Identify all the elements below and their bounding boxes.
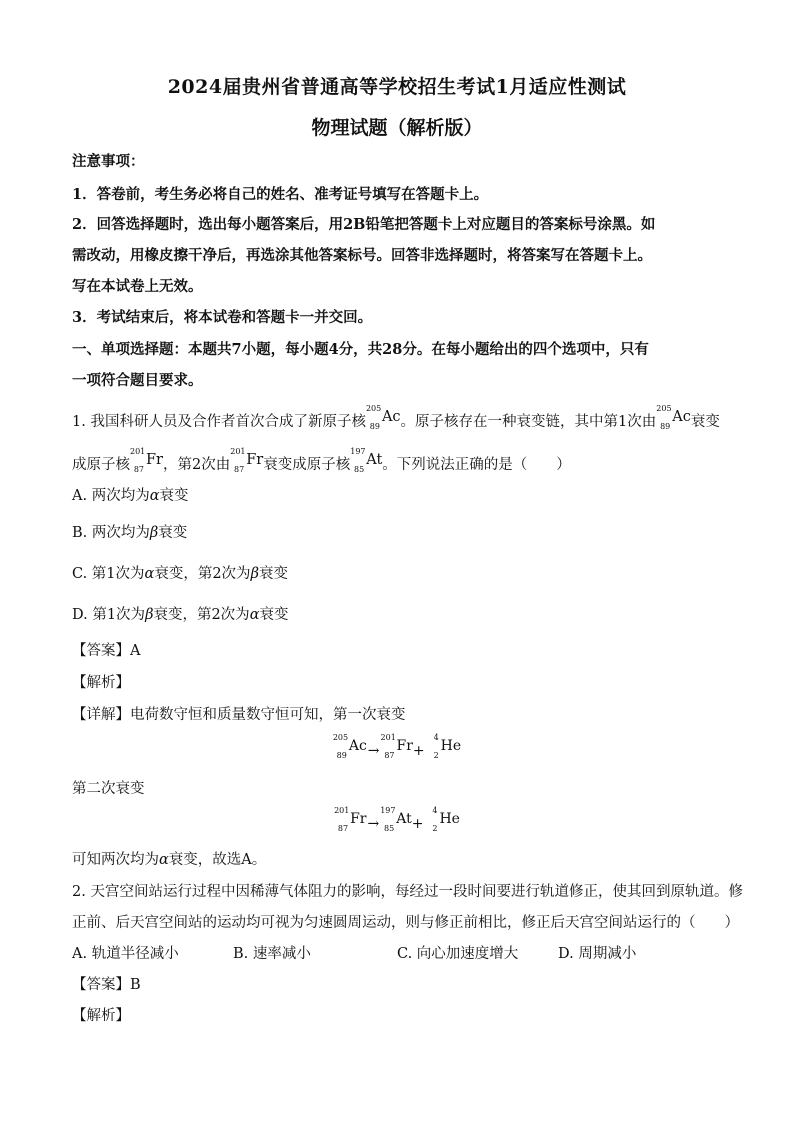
- nuclide-symbol: Ac: [348, 738, 367, 754]
- beta-symbol: β: [149, 525, 159, 541]
- option-text: A. 两次均为: [72, 488, 150, 504]
- beta-symbol: β: [145, 607, 154, 623]
- page-subtitle: 物理试题（解析版）: [311, 117, 483, 139]
- nuclide-he: [423, 806, 460, 833]
- q1-text: 成原子核: [72, 457, 130, 473]
- nuclide-charge: 87: [133, 465, 144, 474]
- nuclide-mass: 201: [230, 447, 246, 456]
- q2-stem-line-2: 正前、后天宫空间站的运动均可视为匀速圆周运动，则与修正前相比，修正后天宫空间站运行的（ ）: [72, 915, 739, 931]
- q2-option-c: C. 向心加速度增大: [397, 946, 519, 962]
- beta-symbol: β: [250, 566, 259, 582]
- nuclide-fr: [380, 733, 413, 760]
- notes-item-1: 1．答卷前，考生务必将自己的姓名、准考证号填写在答题卡上。: [72, 186, 489, 203]
- q2-analysis-label: 【解析】: [72, 1008, 130, 1024]
- nuclide-symbol: He: [439, 811, 460, 827]
- q1-stem-line-2: [72, 447, 571, 474]
- nuclide-symbol: Fr: [350, 811, 367, 827]
- nuclide-symbol: Fr: [246, 452, 264, 468]
- page-title: 2024届贵州省普通高等学校招生考试1月适应性测试: [167, 76, 627, 98]
- nuclide-mass: 205: [332, 733, 349, 742]
- nuclide-fr: [130, 447, 163, 474]
- nuclide-charge: 2: [433, 751, 439, 760]
- nuclide-symbol: Fr: [146, 452, 163, 468]
- nuclide-mass: 4: [432, 806, 438, 815]
- nuclide-mass: 205: [656, 404, 672, 413]
- nuclide-mass: 201: [130, 447, 146, 456]
- q1-text: 。原子核存在一种衰变链，其中第1次由: [400, 414, 657, 430]
- alpha-symbol: α: [159, 852, 169, 868]
- q1-text: 。下列说法正确的是（ ）: [382, 457, 571, 473]
- nuclide-charge: 85: [354, 465, 365, 474]
- q2-option-d: D. 周期减小: [558, 946, 637, 962]
- option-text: D. 第1次为: [72, 607, 146, 623]
- q2-stem-line-1: 2. 天宫空间站运行过程中因稀薄气体阻力的影响，每经过一段时间要进行轨道修正，使其回到原轨道。修: [72, 884, 743, 900]
- nuclide-charge: 89: [336, 751, 347, 760]
- option-text: 衰变: [158, 525, 188, 541]
- q1-option-a: [72, 484, 189, 505]
- nuclide-mass: 4: [433, 733, 439, 742]
- nuclide-mass: 197: [350, 447, 366, 456]
- nuclide-ac: [332, 733, 367, 760]
- q1-detail: 【详解】电荷数守恒和质量数守恒可知，第一次衰变: [72, 707, 406, 723]
- section-heading: 一、单项选择题：本题共7小题，每小题4分，共28分。在每小题给出的四个选项中，只有: [72, 341, 649, 358]
- q1-analysis-label: 【解析】: [72, 675, 130, 691]
- plus-sign: +: [412, 743, 425, 759]
- q2-answer: 【答案】B: [72, 977, 141, 993]
- q1-stem-line-1: [72, 404, 720, 431]
- nuclide-mass: 201: [380, 733, 396, 742]
- nuclide-charge: 89: [369, 422, 380, 431]
- option-text: 衰变，第2次为: [154, 566, 251, 582]
- nuclide-symbol: At: [366, 452, 383, 468]
- q1-text: 1. 我国科研人员及合作者首次合成了新原子核: [72, 414, 366, 430]
- notes-item-3: 3．考试结束后，将本试卷和答题卡一并交回。: [72, 309, 373, 326]
- nuclide-mass: 201: [334, 806, 350, 815]
- q1-text: 衰变: [690, 414, 720, 430]
- nuclide-symbol: Ac: [381, 409, 401, 425]
- nuclide-charge: 87: [234, 465, 245, 474]
- arrow-icon: →: [367, 743, 380, 759]
- q2-option-b: B. 速率减小: [233, 946, 311, 962]
- arrow-icon: →: [367, 816, 380, 832]
- nuclide-charge: 2: [432, 824, 438, 833]
- option-text: 衰变: [258, 566, 288, 582]
- nuclide-fr: [334, 806, 367, 833]
- option-text: 衰变，第2次为: [153, 607, 250, 623]
- nuclide-charge: 85: [384, 824, 395, 833]
- notes-item-2-end: 写在本试卷上无效。: [72, 278, 203, 295]
- q1-option-c: [72, 562, 288, 583]
- option-text: C. 第1次为: [72, 566, 145, 582]
- q1-text: ，第2次由: [163, 457, 231, 473]
- nuclide-charge: 87: [337, 824, 349, 833]
- nuclide-fr: [230, 447, 264, 474]
- nuclide-charge: 87: [384, 751, 395, 760]
- notes-item-2-cont: 需改动，用橡皮擦干净后，再选涂其他答案标号。回答非选择题时，将答案写在答题卡上。: [72, 247, 652, 264]
- conclusion-text: 衰变，故选A。: [168, 852, 267, 868]
- nuclide-mass: 197: [380, 806, 396, 815]
- q1-option-b: [72, 521, 187, 542]
- plus-sign: +: [411, 816, 424, 832]
- q1-option-d: [72, 603, 288, 624]
- option-text: 衰变: [259, 607, 289, 623]
- q1-text: 衰变成原子核: [263, 457, 351, 473]
- notes-heading: 注意事项：: [72, 153, 145, 170]
- nuclide-mass: 205: [365, 404, 382, 413]
- section-heading-cont: 一项符合题目要求。: [72, 372, 203, 389]
- nuclide-symbol: At: [396, 811, 412, 827]
- equation-second-decay: [0, 806, 794, 833]
- conclusion-text: 可知两次均为: [72, 852, 159, 868]
- equation-first-decay: [0, 733, 794, 760]
- nuclide-charge: 89: [660, 422, 671, 431]
- nuclide-he: [425, 733, 462, 760]
- nuclide-ac: [656, 404, 691, 431]
- option-text: 衰变: [159, 488, 189, 504]
- q1-conclusion: [72, 848, 266, 869]
- q2-option-a: A. 轨道半径减小: [72, 946, 179, 962]
- nuclide-symbol: Ac: [672, 409, 691, 425]
- q1-answer: 【答案】A: [72, 643, 141, 659]
- nuclide-at: [350, 447, 383, 474]
- alpha-symbol: α: [144, 566, 155, 582]
- nuclide-ac: [365, 404, 401, 431]
- q1-second-decay-label: 第二次衰变: [72, 781, 145, 797]
- nuclide-at: [380, 806, 412, 833]
- option-text: B. 两次均为: [72, 525, 150, 541]
- alpha-symbol: α: [249, 607, 260, 623]
- notes-item-2: 2．回答选择题时，选出每小题答案后，用2B铅笔把答题卡上对应题目的答案标号涂黑。如: [72, 216, 656, 233]
- alpha-symbol: α: [149, 488, 160, 504]
- nuclide-symbol: He: [440, 738, 462, 754]
- nuclide-symbol: Fr: [396, 738, 413, 754]
